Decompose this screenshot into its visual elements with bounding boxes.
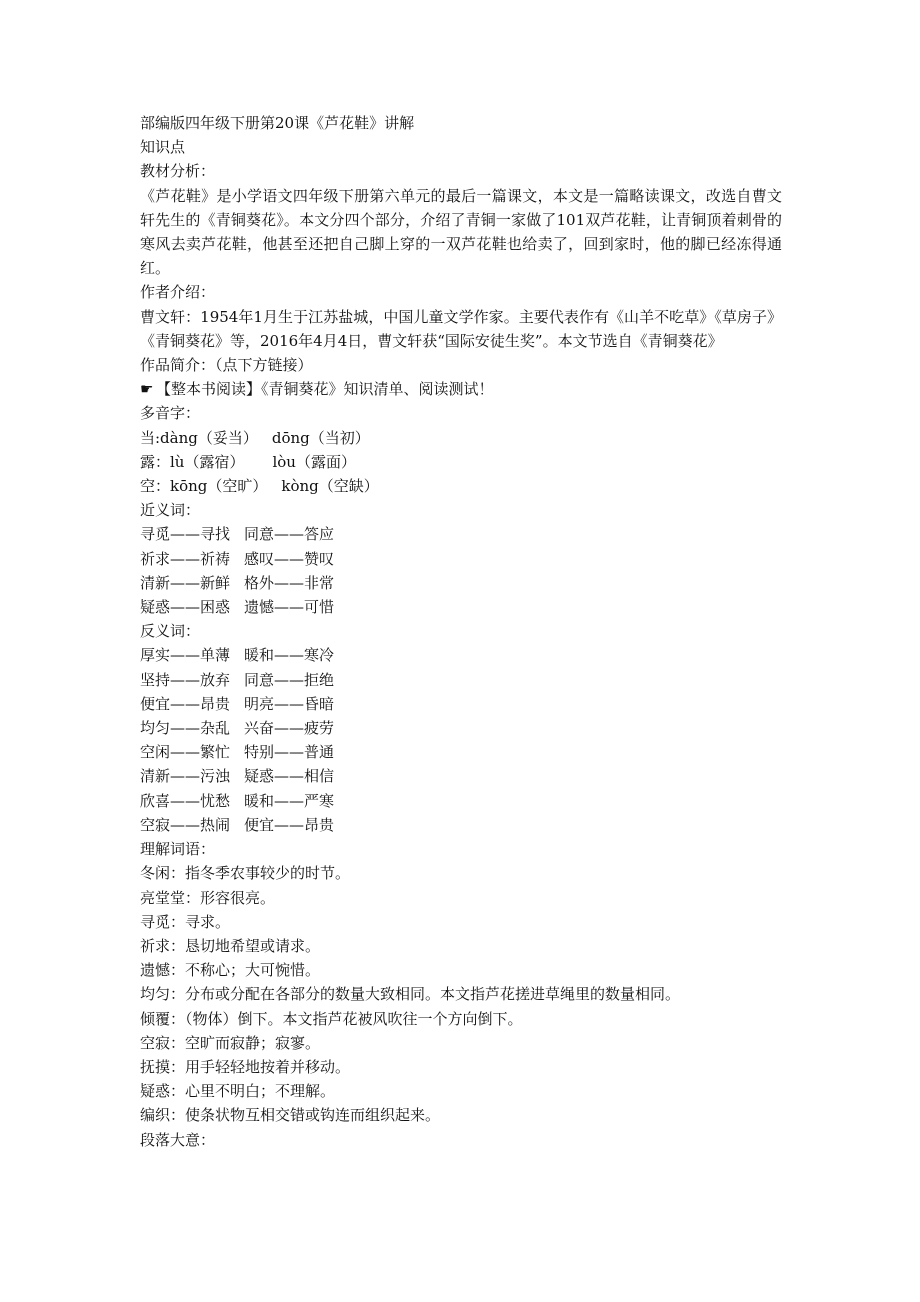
analysis-paragraph: 《芦花鞋》是小学语文四年级下册第六单元的最后一篇课文，本文是一篇略读课文，改选自曹文轩先生的《青铜葵花》。本文分四个部分，介绍了青铜一家做了101双芦花鞋，让青铜顶着刺骨的寒风去卖芦花鞋，他甚至还把自己脚上穿的一双芦花鞋也给卖了，回到家时，他的脚已经冻得通红。 (140, 186, 782, 278)
polyphone-list (140, 426, 782, 499)
book-link-text[interactable]: 【整本书阅读】《青铜葵花》知识清单、阅读测试！ (156, 380, 494, 399)
antonym-row: 便宜——昂贵 明亮——昏暗 (140, 694, 335, 713)
pointing-hand-icon: ☛ (140, 380, 154, 399)
analysis-heading: 教材分析： (140, 162, 216, 181)
vocab-item: 编织：使条状物互相交错或钩连而组织起来。 (140, 1106, 441, 1125)
antonym-row: 坚持——放弃 同意——拒绝 (140, 670, 335, 689)
vocab-item: 抚摸：用手轻轻地按着并移动。 (140, 1057, 351, 1076)
vocab-item: 倾覆：（物体）倒下。本文指芦花被风吹往一个方向倒下。 (140, 1009, 523, 1028)
synonym-row: 疑惑——困惑 遗憾——可惜 (140, 598, 335, 617)
antonym-row: 空寂——热闹 便宜——昂贵 (140, 815, 335, 834)
paragraph-summary-heading: 段落大意： (140, 1130, 216, 1149)
synonym-row: 祈求——祈祷 感叹——赞叹 (140, 549, 335, 568)
antonym-row: 欣喜——忧愁 暖和——严寒 (140, 791, 335, 810)
synonym-heading: 近义词： (140, 501, 201, 520)
vocab-item: 疑惑：心里不明白；不理解。 (140, 1082, 336, 1101)
vocab-heading: 理解词语： (140, 840, 216, 859)
polyphone-heading: 多音字： (140, 404, 201, 423)
works-heading: 作品简介：（点下方链接） (140, 356, 313, 375)
vocab-item: 寻觅：寻求。 (140, 912, 231, 931)
synonym-list (140, 522, 782, 619)
polyphone-row: 空：kōng（空旷） kòng（空缺） (140, 477, 379, 496)
antonym-list (140, 643, 782, 837)
polyphone-row: 当:dàng（妥当） dōng（当初） (140, 428, 370, 447)
vocab-item: 亮堂堂：形容很亮。 (140, 888, 276, 907)
synonym-row: 清新——新鲜 格外——非常 (140, 573, 335, 592)
document-page (140, 111, 782, 1152)
vocab-list (140, 861, 782, 1127)
author-paragraph: 曹文轩：1954年1月生于江苏盐城，中国儿童文学作家。主要代表作有《山羊不吃草》《草房子》《青铜葵花》等，2016年4月4日，曹文轩获“国际安徒生奖”。本文节选自《青铜葵花》 (140, 307, 782, 350)
book-link[interactable] (140, 377, 782, 401)
vocab-item: 空寂：空旷而寂静；寂寥。 (140, 1033, 321, 1052)
vocab-item: 均匀：分布或分配在各部分的数量大致相同。本文指芦花搓进草绳里的数量相同。 (140, 985, 681, 1004)
antonym-row: 厚实——单薄 暖和——寒冷 (140, 646, 335, 665)
antonym-row: 清新——污浊 疑惑——相信 (140, 767, 335, 786)
document-title: 部编版四年级下册第20课《芦花鞋》讲解 (140, 114, 415, 132)
polyphone-row: 露：lù（露宿） lòu（露面） (140, 452, 356, 471)
author-heading: 作者介绍： (140, 283, 216, 302)
antonym-row: 均匀——杂乱 兴奋——疲劳 (140, 719, 335, 738)
knowledge-heading: 知识点 (140, 138, 186, 157)
vocab-item: 冬闲：指冬季农事较少的时节。 (140, 864, 351, 883)
vocab-item: 祈求：恳切地希望或请求。 (140, 936, 321, 955)
vocab-item: 遗憾：不称心；大可惋惜。 (140, 961, 321, 980)
antonym-row: 空闲——繁忙 特别——普通 (140, 743, 335, 762)
synonym-row: 寻觅——寻找 同意——答应 (140, 525, 335, 544)
antonym-heading: 反义词： (140, 622, 201, 641)
